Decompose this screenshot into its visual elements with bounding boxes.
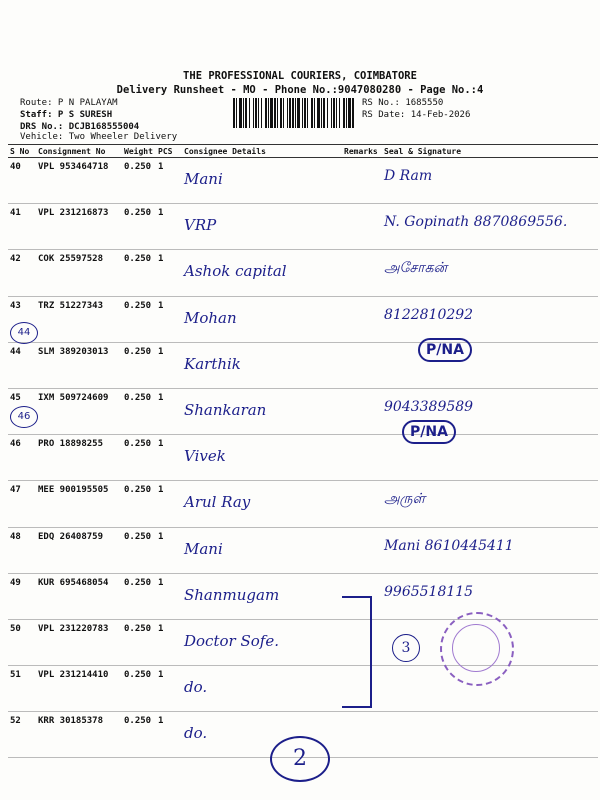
- cell-remarks: [342, 342, 382, 388]
- barcode-bar: [311, 98, 313, 128]
- cell-weight: [122, 250, 156, 296]
- cell-sno-text: 43: [10, 300, 21, 311]
- barcode-bar: [253, 98, 254, 128]
- cell-pcs: [156, 296, 182, 342]
- barcode-bar: [287, 98, 288, 128]
- cell-sno: [8, 435, 36, 481]
- cell-weight-text: 0.250: [124, 439, 152, 450]
- cell-consignment-no: [36, 158, 122, 204]
- table-row: [8, 158, 598, 204]
- vehicle: Vehicle: Two Wheeler Delivery: [20, 132, 178, 142]
- cell-pcs: [156, 204, 182, 250]
- cell-weight-text: 0.250: [124, 254, 152, 265]
- barcode-bar: [339, 98, 340, 128]
- barcode-bar: [261, 98, 262, 128]
- barcode-bar: [343, 98, 345, 128]
- cell-consignee: [182, 250, 342, 296]
- barcode-bar: [302, 98, 303, 128]
- cell-sno-text: 48: [10, 531, 21, 542]
- cell-pcs-text: 1: [158, 670, 164, 681]
- barcode-bar: [233, 98, 235, 128]
- table-row: [8, 388, 598, 434]
- cell-consignment-no: [36, 250, 122, 296]
- cell-sno: [8, 712, 36, 758]
- cell-consignment-no-text: PRO 18898255: [38, 439, 104, 450]
- barcode-bar: [274, 98, 276, 128]
- cell-consignment-no: [36, 619, 122, 665]
- col-pcs: PCS: [156, 145, 182, 158]
- cell-remarks: [342, 250, 382, 296]
- runsheet-subtitle: Delivery Runsheet - MO - Phone No.:9047080280 - Page No.:4: [116, 84, 484, 96]
- cell-sno: [8, 527, 36, 573]
- handwritten-signature: அசோகன்: [384, 260, 448, 277]
- cell-consignee: [182, 666, 342, 712]
- cell-consignment-no-text: VPL 231214410: [38, 670, 109, 681]
- cell-pcs: [156, 158, 182, 204]
- cell-pcs: [156, 435, 182, 481]
- cell-pcs: [156, 573, 182, 619]
- cell-sno: [8, 619, 36, 665]
- cell-sno-text: 42: [10, 254, 21, 265]
- cell-pcs-text: 1: [158, 300, 164, 311]
- barcode-bar: [243, 98, 244, 128]
- cell-sno: [8, 204, 36, 250]
- cell-consignment-no-text: EDQ 26408759: [38, 531, 104, 542]
- cell-consignee: [182, 435, 342, 481]
- handwritten-consignee: Mani: [184, 539, 223, 558]
- cell-weight-text: 0.250: [124, 670, 152, 681]
- table-header: [8, 145, 598, 158]
- cell-consignment-no: [36, 388, 122, 434]
- cell-remarks: [342, 388, 382, 434]
- cell-remarks: [342, 481, 382, 527]
- cell-pcs: [156, 481, 182, 527]
- cell-weight: [122, 619, 156, 665]
- cell-consignment-no-text: COK 25597528: [38, 254, 104, 265]
- barcode-bar: [265, 98, 267, 128]
- cell-weight: [122, 388, 156, 434]
- cell-consignment-no: [36, 573, 122, 619]
- cell-pcs-text: 1: [158, 439, 164, 450]
- cell-consignment-no: [36, 342, 122, 388]
- cell-pcs: [156, 712, 182, 758]
- col-consignee: Consignee Details: [182, 145, 342, 158]
- cell-consignment-no: [36, 666, 122, 712]
- cell-consignee: [182, 158, 342, 204]
- barcode-bar: [297, 98, 300, 128]
- barcode-bar: [346, 98, 347, 128]
- cell-consignee: [182, 296, 342, 342]
- col-consignment: Consignment No: [36, 145, 122, 158]
- barcode-bar: [295, 98, 296, 128]
- col-remarks: Remarks: [342, 145, 382, 158]
- barcode-bar: [348, 98, 351, 128]
- handwritten-consignee: Mani: [184, 170, 223, 188]
- cell-weight: [122, 158, 156, 204]
- cell-consignment-no-text: SLM 389203013: [38, 346, 109, 357]
- cell-weight-text: 0.250: [124, 623, 152, 634]
- cell-signature: [382, 250, 598, 296]
- cell-consignment-no-text: KRR 30185378: [38, 716, 104, 727]
- barcode-bar: [292, 98, 294, 128]
- company-title: THE PROFESSIONAL COURIERS, COIMBATORE: [183, 70, 417, 82]
- cell-pcs: [156, 388, 182, 434]
- cell-consignee: [182, 388, 342, 434]
- barcode-bar: [336, 98, 337, 128]
- handwritten-signature: 9043389589: [384, 398, 474, 415]
- cell-weight-text: 0.250: [124, 485, 152, 496]
- cell-sno: [8, 250, 36, 296]
- handwritten-consignee: Shanmugam: [184, 585, 280, 604]
- rs-date: RS Date: 14-Feb-2026: [362, 110, 471, 120]
- table-row: [8, 204, 598, 250]
- cell-sno: [8, 481, 36, 527]
- barcode-bar: [323, 98, 325, 128]
- cell-pcs: [156, 666, 182, 712]
- handwritten-signature: D Ram: [384, 168, 433, 184]
- handwritten-consignee: Doctor Sofe.: [184, 631, 279, 650]
- cell-consignee: [182, 573, 342, 619]
- cell-remarks: [342, 712, 382, 758]
- barcode-bar: [321, 98, 322, 128]
- barcode-bar: [258, 98, 259, 128]
- cell-consignment-no-text: VPL 953464718: [38, 162, 109, 172]
- handwritten-signature: 9965518115: [384, 583, 474, 600]
- cell-consignment-no: [36, 527, 122, 573]
- cell-consignment-no: [36, 296, 122, 342]
- circled-row-44: 44: [10, 322, 38, 344]
- cell-signature: [382, 342, 598, 388]
- barcode-bar: [239, 98, 242, 128]
- cell-signature: [382, 527, 598, 573]
- cell-pcs: [156, 342, 182, 388]
- cell-sno: [8, 342, 36, 388]
- table-row: [8, 666, 598, 712]
- cell-consignment-no-text: VPL 231216873: [38, 208, 109, 219]
- cell-sno-text: 44: [10, 346, 21, 357]
- cell-consignee: [182, 481, 342, 527]
- barcode-bar: [289, 98, 291, 128]
- cell-sno-text: 47: [10, 485, 21, 496]
- table-row: [8, 250, 598, 296]
- cell-consignment-no-text: TRZ 51227343: [38, 300, 104, 311]
- cell-pcs: [156, 527, 182, 573]
- cell-consignment-no: [36, 204, 122, 250]
- cell-weight: [122, 481, 156, 527]
- handwritten-consignee: do.: [184, 678, 208, 697]
- cell-weight-text: 0.250: [124, 346, 152, 357]
- cell-sno-text: 40: [10, 162, 21, 172]
- cell-weight: [122, 712, 156, 758]
- cell-consignment-no-text: IXM 509724609: [38, 392, 109, 403]
- barcode-bar: [327, 98, 328, 128]
- rs-number: RS No.: 1685550: [362, 98, 444, 108]
- company-seal-inner: [452, 624, 500, 672]
- cell-remarks: [342, 435, 382, 481]
- cell-weight-text: 0.250: [124, 577, 152, 588]
- cell-consignee: [182, 619, 342, 665]
- cell-sno: [8, 158, 36, 204]
- cell-sno-text: 52: [10, 716, 21, 727]
- handwritten-consignee: VRP: [184, 216, 217, 235]
- cell-sno-text: 41: [10, 208, 21, 219]
- circled-row-46: 46: [10, 406, 38, 428]
- cell-weight-text: 0.250: [124, 300, 152, 311]
- barcode-bar: [245, 98, 247, 128]
- pna-stamp-44: P/NA: [418, 338, 472, 362]
- page-circle: 2: [270, 736, 330, 782]
- group-bracket: [342, 596, 372, 708]
- handwritten-consignee: Karthik: [184, 354, 241, 373]
- drs-number: DRS No.: DCJB168555004: [20, 122, 140, 132]
- barcode-bar: [236, 98, 237, 128]
- cell-sno: [8, 666, 36, 712]
- cell-weight-text: 0.250: [124, 716, 152, 727]
- handwritten-consignee: Mohan: [184, 308, 237, 327]
- table-row: [8, 435, 598, 481]
- handwritten-signature: Mani 8610445411: [384, 537, 514, 554]
- cell-weight: [122, 666, 156, 712]
- handwritten-consignee: Vivek: [184, 447, 226, 466]
- pna-stamp-46: P/NA: [402, 420, 456, 444]
- cell-signature: [382, 481, 598, 527]
- cell-remarks: [342, 296, 382, 342]
- cell-weight-text: 0.250: [124, 162, 152, 172]
- cell-pcs: [156, 250, 182, 296]
- barcode: [233, 98, 355, 128]
- barcode-bar: [331, 98, 332, 128]
- barcode-bar: [317, 98, 320, 128]
- handwritten-consignee: Ashok capital: [184, 262, 287, 281]
- cell-pcs-text: 1: [158, 485, 164, 496]
- cell-consignment-no: [36, 481, 122, 527]
- cell-sno: [8, 573, 36, 619]
- group-count-circle: 3: [392, 634, 420, 662]
- col-signature: Seal & Signature: [382, 145, 598, 158]
- cell-weight: [122, 342, 156, 388]
- cell-consignment-no-text: KUR 695468054: [38, 577, 109, 588]
- barcode-bar: [307, 98, 308, 128]
- cell-signature: [382, 204, 598, 250]
- barcode-bar: [304, 98, 306, 128]
- barcode-bar: [280, 98, 282, 128]
- cell-weight-text: 0.250: [124, 208, 152, 219]
- cell-weight: [122, 573, 156, 619]
- cell-consignment-no-text: MEE 900195505: [38, 485, 109, 496]
- cell-consignment-no: [36, 712, 122, 758]
- col-weight: Weight: [122, 145, 156, 158]
- barcode-bar: [352, 98, 354, 128]
- cell-pcs-text: 1: [158, 531, 164, 542]
- handwritten-signature: 8122810292: [384, 306, 474, 323]
- handwritten-consignee: Shankaran: [184, 400, 267, 419]
- table-row: [8, 573, 598, 619]
- handwritten-signature: N. Gopinath 8870869556.: [384, 214, 568, 231]
- cell-weight-text: 0.250: [124, 531, 152, 542]
- handwritten-consignee: Arul Ray: [184, 493, 251, 512]
- col-sno: S No: [8, 145, 36, 158]
- barcode-bar: [283, 98, 284, 128]
- table-row: [8, 342, 598, 388]
- cell-weight: [122, 296, 156, 342]
- cell-sno-text: 46: [10, 439, 21, 450]
- cell-weight: [122, 435, 156, 481]
- cell-pcs-text: 1: [158, 254, 164, 265]
- barcode-bar: [314, 98, 315, 128]
- cell-consignment-no-text: VPL 231220783: [38, 623, 109, 634]
- cell-remarks: [342, 158, 382, 204]
- cell-weight: [122, 204, 156, 250]
- cell-consignee: [182, 527, 342, 573]
- cell-sno-text: 49: [10, 577, 21, 588]
- cell-weight: [122, 527, 156, 573]
- handwritten-consignee: do.: [184, 724, 208, 743]
- cell-sno-text: 45: [10, 392, 21, 403]
- cell-pcs-text: 1: [158, 346, 164, 357]
- route: Route: P N PALAYAM: [20, 98, 118, 108]
- cell-sno-text: 51: [10, 670, 21, 681]
- cell-consignment-no: [36, 435, 122, 481]
- table-row: [8, 481, 598, 527]
- cell-weight-text: 0.250: [124, 392, 152, 403]
- barcode-bar: [333, 98, 335, 128]
- handwritten-signature: அருள்: [384, 491, 426, 508]
- cell-pcs-text: 1: [158, 162, 164, 172]
- table-row: [8, 296, 598, 342]
- cell-signature: [382, 573, 598, 619]
- cell-signature: [382, 296, 598, 342]
- cell-consignee: [182, 204, 342, 250]
- barcode-bar: [255, 98, 257, 128]
- cell-remarks: [342, 527, 382, 573]
- barcode-bar: [268, 98, 269, 128]
- barcode-bar: [270, 98, 273, 128]
- cell-pcs-text: 1: [158, 392, 164, 403]
- cell-pcs-text: 1: [158, 623, 164, 634]
- cell-pcs-text: 1: [158, 208, 164, 219]
- table-row: [8, 527, 598, 573]
- cell-consignee: [182, 342, 342, 388]
- cell-pcs-text: 1: [158, 577, 164, 588]
- barcode-bar: [277, 98, 278, 128]
- cell-signature: [382, 712, 598, 758]
- staff: Staff: P S SURESH: [20, 110, 113, 120]
- cell-pcs-text: 1: [158, 716, 164, 727]
- cell-remarks: [342, 204, 382, 250]
- cell-pcs: [156, 619, 182, 665]
- cell-sno-text: 50: [10, 623, 21, 634]
- barcode-bar: [249, 98, 250, 128]
- cell-signature: [382, 158, 598, 204]
